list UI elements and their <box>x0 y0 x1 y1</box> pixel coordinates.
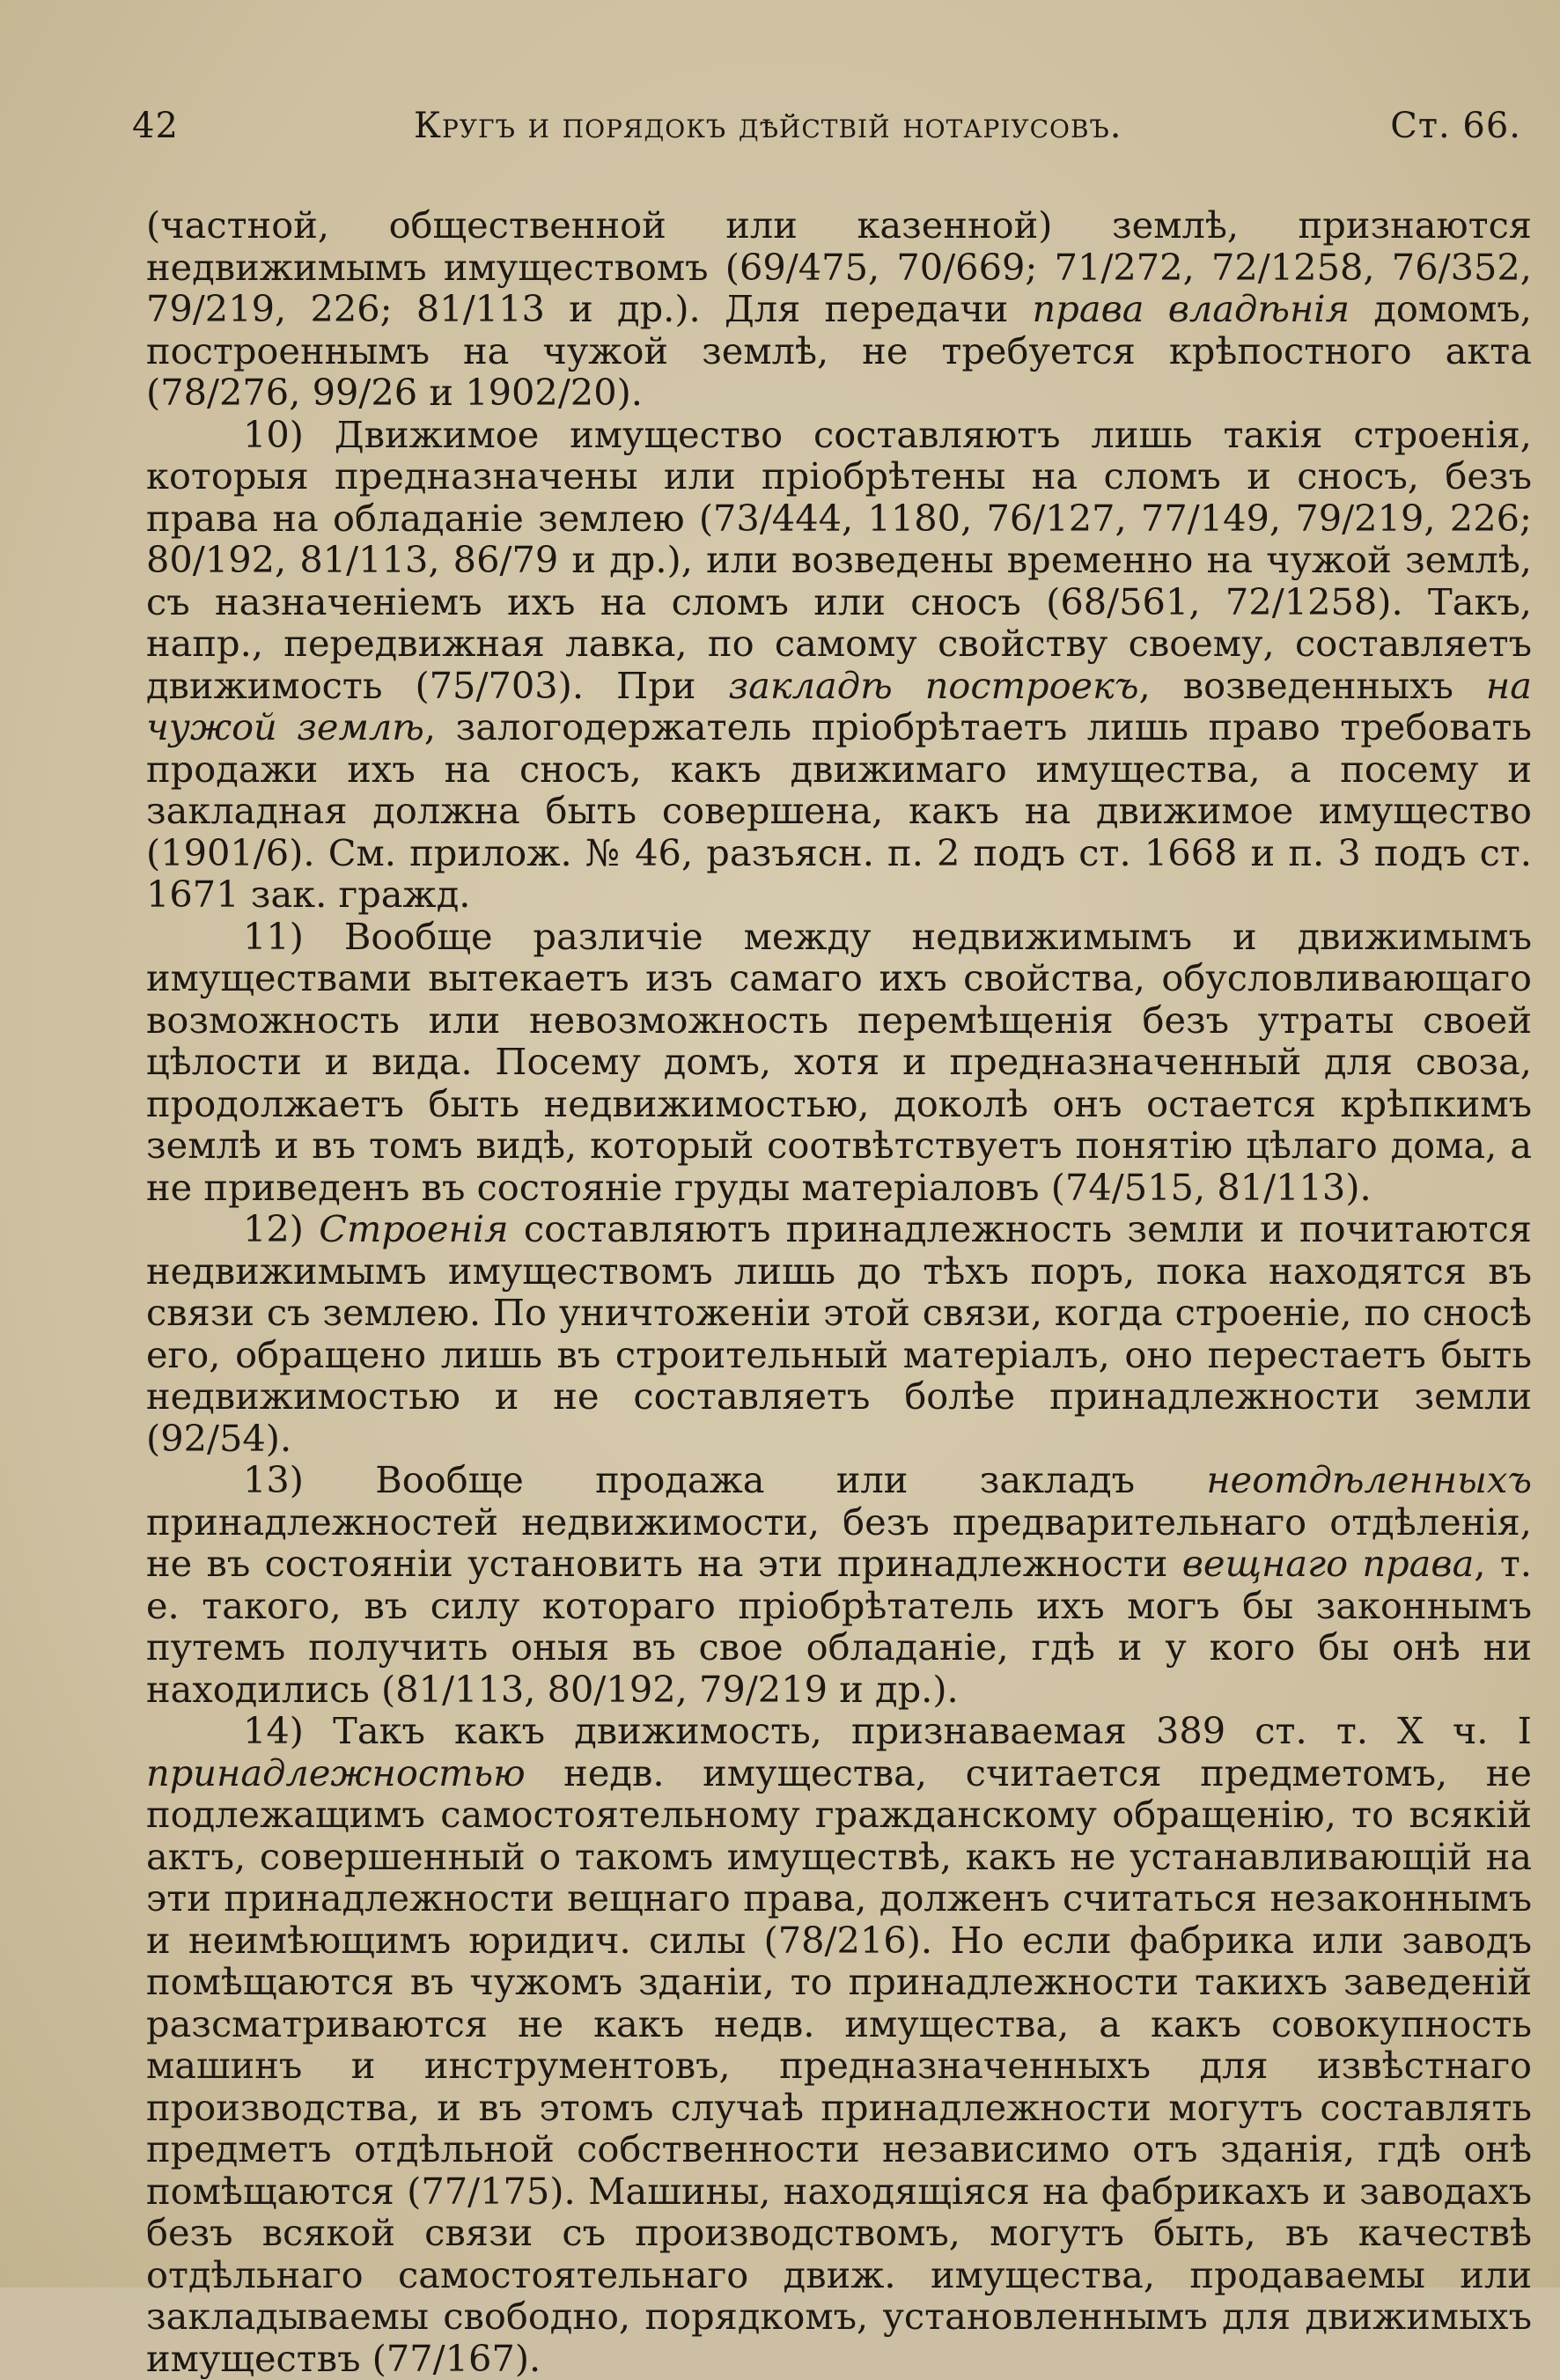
running-title: Кругъ и порядокъ дѣйствій нотаріусовъ. <box>414 106 1122 146</box>
text-run: домомъ, построеннымъ на чужой землѣ, не требуется крѣпостного акта (78/276, 99/26 и 1902/20). <box>146 287 1532 414</box>
emphasized-phrase: принадлежностью <box>146 1750 526 1794</box>
paragraph <box>146 1459 1532 1710</box>
text-run: 11) Вообще различіе между недвижимымъ и движимымъ имуществами вытекаетъ изъ самаго ихъ свойства, обусловливающаго возможность или невозможность перемѣщенія безъ утраты своей цѣлости и вида. Посему домъ, хотя и предназначенный для своза, продолжаетъ быть недвижимостью, доколѣ онъ остается крѣпкимъ землѣ и въ томъ видѣ, который соотвѣтствуетъ понятію цѣлаго дома, а не приведенъ въ состояніе груды матеріаловъ (74/515, 81/113). <box>146 914 1532 1209</box>
text-run: , возведенныхъ <box>1138 663 1486 707</box>
text-run: , залогодержатель пріобрѣтаетъ лишь право требовать продажи ихъ на сносъ, какъ движимаго имущества, а посему и закладная должна быть совершена, какъ на движимое имущество (1901/6). См. прилож. № 46, разъясн. п. 2 подъ ст. 1668 и п. 3 подъ ст. 1671 зак. гражд. <box>146 705 1532 916</box>
text-run: принадлежностей недвижимости, безъ предварительнаго отдѣленія, не въ состояніи установить на эти принадлежности <box>146 1499 1532 1585</box>
body-text <box>146 204 1532 2379</box>
text-run: 12) <box>243 1207 320 1250</box>
emphasized-phrase: права владѣнія <box>1032 287 1350 330</box>
running-head <box>132 95 1523 157</box>
text-run: 13) Вообще продажа или закладъ <box>243 1458 1207 1501</box>
emphasized-phrase: Строенія <box>319 1207 509 1250</box>
article-reference: Ст. 66. <box>1390 106 1521 146</box>
text-run: , т. е. такого, въ силу котораго пріобрѣтатель ихъ могъ бы законнымъ путемъ получить оныя въ свое обладаніе, гдѣ и у кого бы онѣ ни находились (81/113, 80/192, 79/219 и др.). <box>146 1542 1532 1711</box>
text-run: 14) Такъ какъ движимость, признаваемая 389 ст. т. X ч. I <box>243 1709 1532 1752</box>
text-run: составляютъ принадлежность земли и почитаются недвижимымъ имуществомъ лишь до тѣхъ поръ, пока находятся въ связи съ землею. По уничтоженіи этой связи, когда строеніе, по сносѣ его, обращено лишь въ строительный матеріалъ, оно перестаетъ быть недвижимостью и не составляетъ болѣе принадлежности земли (92/54). <box>146 1207 1532 1460</box>
paragraph <box>146 414 1532 916</box>
paragraph <box>146 1208 1532 1459</box>
emphasized-phrase: на чужой землѣ <box>146 663 1532 748</box>
text-run: (частной, общественной или казенной) землѣ, признаются недвижимымъ имуществомъ (69/475, 70/669; 71/272, 72/1258, 76/352, 79/219, 226; 81/113 и др.). Для передачи <box>146 203 1532 330</box>
text-run: 10) Движимое имущество составляютъ лишь такія строенія, которыя предназначены или пріобрѣтены на сломъ и сносъ, безъ права на обладаніе землею (73/444, 1180, 76/127, 77/149, 79/219, 226; 80/192, 81/113, 86/79 и др.), или возведены временно на чужой землѣ, съ назначеніемъ ихъ на сломъ или сносъ (68/561, 72/1258). Такъ, напр., передвижная лавка, по самому свойству своему, составляетъ движимость (75/703). При <box>146 412 1532 707</box>
emphasized-phrase: закладѣ построекъ <box>728 663 1139 707</box>
emphasized-phrase: неотдѣленныхъ <box>1206 1458 1532 1501</box>
page-number: 42 <box>132 106 179 146</box>
paragraph <box>146 204 1532 414</box>
paragraph <box>146 1710 1532 2379</box>
paragraph <box>146 916 1532 1209</box>
text-run: недв. имущества, считается предметомъ, не подлежащимъ самостоятельному гражданскому обращенію, то всякій актъ, совершенный о такомъ имуществѣ, какъ не устанавливающій на эти принадлежности вещнаго права, долженъ считаться незаконнымъ и неимѣющимъ юридич. силы (78/216). Но если фабрика или заводъ помѣщаются въ чужомъ зданіи, то принадлежности такихъ заведеній разсматриваются не какъ недв. имущества, а какъ совокупность машинъ и инструментовъ, предназначенныхъ для извѣстнаго производства, и въ этомъ случаѣ принадлежности могутъ составлять предметъ отдѣльной собственности независимо отъ зданія, гдѣ онѣ помѣщаются (77/175). Машины, находящіяся на фабрикахъ и заводахъ безъ всякой связи съ производствомъ, могутъ быть, въ качествѣ отдѣльнаго самостоятельнаго движ. имущества, продаваемы или закладываемы свободно, порядкомъ, установленнымъ для движимыхъ имуществъ (77/167). <box>146 1750 1532 2380</box>
emphasized-phrase: вещнаго права <box>1181 1542 1475 1585</box>
